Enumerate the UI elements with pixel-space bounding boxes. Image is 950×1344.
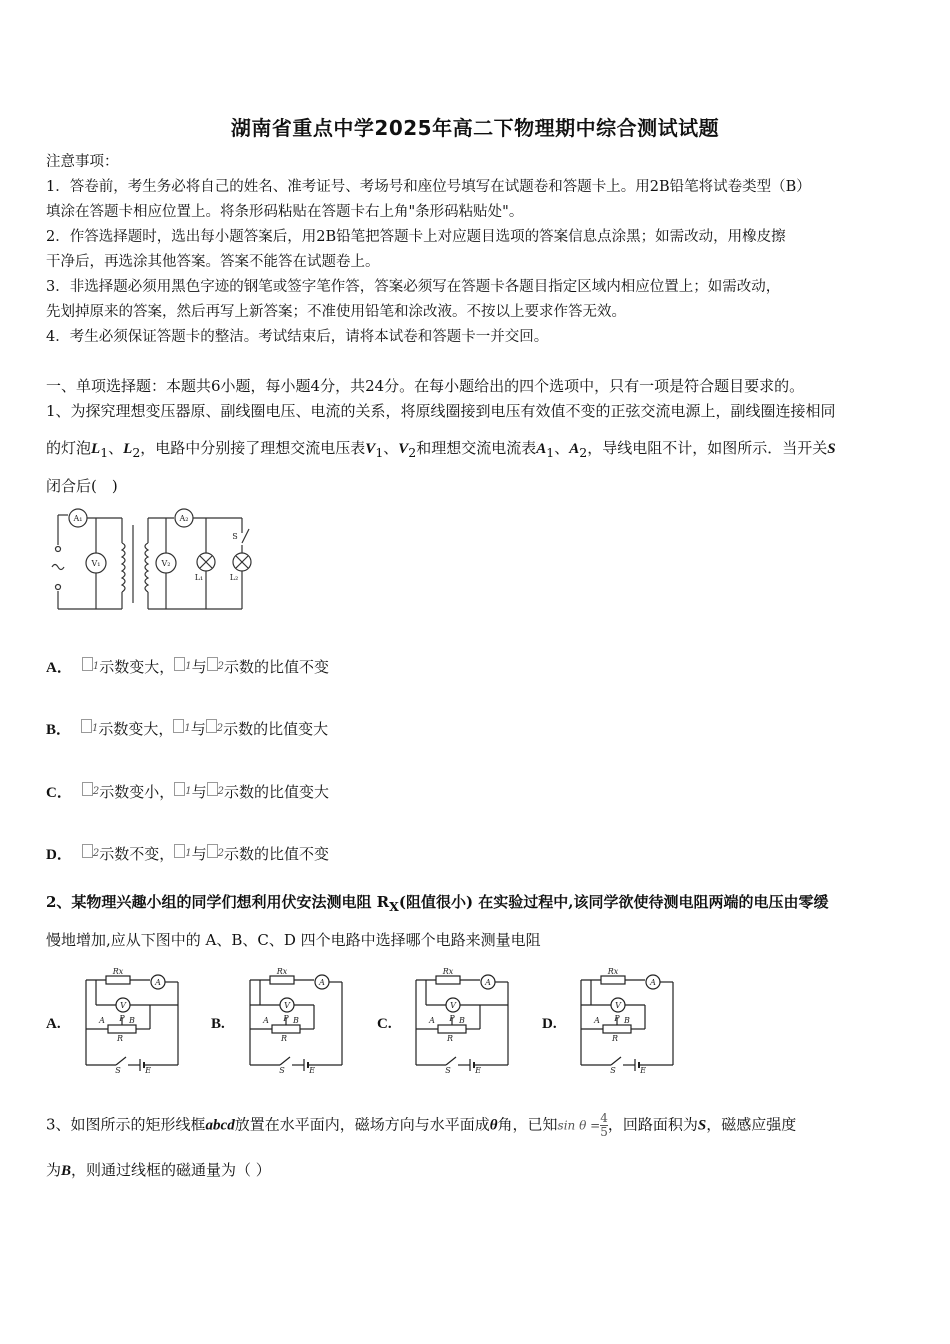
resistor-rx [436, 976, 460, 984]
q1-line-1: 1、为探究理想变压器原、副线圈电压、电流的关系，将原线圈接到电压有效值不变的正弦交流电源上，副线圈连接相同 [46, 402, 836, 420]
missing-glyph-icon [174, 844, 185, 858]
svg-text:V: V [120, 1001, 126, 1010]
svg-text:A: A [319, 978, 325, 987]
svg-text:P: P [119, 1014, 125, 1023]
svg-text:S: S [115, 1066, 121, 1073]
rheostat [108, 1025, 136, 1033]
svg-text:L₂: L₂ [229, 573, 239, 582]
svg-text:S: S [610, 1066, 616, 1073]
q1-line-2: 的灯泡$L_1$、$L_2$，电路中分别接了理想交流电压表$V_1$、$V_2$和理想交流电流表$A_1$、$A_2$，导线电阻不计，如图所示．当开关S [46, 439, 836, 460]
q2-line-2: 慢地增加,应从下图中的 A、B、C、D 四个电路中选择哪个电路来测量电阻 [46, 931, 541, 949]
q2-circuit-b [242, 967, 350, 1073]
q2-line-1: 2、某物理兴趣小组的同学们想利用伏安法测电阻 $R_X$(阻值很小) 在实验过程中,该同学欲使待测电阻两端的电压由零缓 [46, 893, 829, 914]
missing-glyph-icon [207, 657, 218, 671]
svg-text:A: A [594, 1016, 600, 1025]
svg-text:A₁: A₁ [73, 514, 83, 523]
q1-option-b[interactable]: B． $^1$示数变大， $^1$与 $^2$示数的比值变大 [46, 720, 329, 738]
switch [116, 1057, 126, 1065]
q2-option-a-label[interactable]: A. [46, 1016, 61, 1032]
q2-option-d-label[interactable]: D. [542, 1016, 557, 1032]
svg-text:S: S [232, 532, 238, 541]
svg-text:Rx: Rx [442, 967, 454, 976]
svg-text:V: V [450, 1001, 456, 1010]
notice-line-4: 干净后，再选涂其他答案。答案不能答在试题卷上。 [46, 254, 380, 270]
svg-text:V: V [615, 1001, 621, 1010]
svg-text:A: A [485, 978, 491, 987]
missing-glyph-icon [174, 782, 185, 796]
q1-option-d[interactable]: D． $^2$示数不变， $^1$与 $^2$示数的比值不变 [46, 845, 330, 863]
svg-text:E: E [640, 1066, 646, 1073]
q2-option-c-label[interactable]: C. [377, 1016, 392, 1032]
q2-circuit-a [78, 967, 186, 1073]
missing-glyph-icon [82, 844, 93, 858]
svg-text:R: R [280, 1034, 288, 1043]
svg-text:P: P [614, 1014, 620, 1023]
q3-line-1: 3、如图所示的矩形线框abcd放置在水平面内，磁场方向与水平面成θ角，已知sin θ = $\frac{4}{5}$ ，回路面积为S，磁感应强度 [46, 1111, 797, 1139]
svg-text:E: E [309, 1066, 315, 1073]
rheostat [603, 1025, 631, 1033]
svg-text:B: B [459, 1016, 465, 1025]
transformer-circuit-figure [46, 505, 261, 613]
svg-text:E: E [475, 1066, 481, 1073]
switch [446, 1057, 456, 1065]
svg-text:V: V [284, 1001, 290, 1010]
switch-s [242, 529, 249, 543]
svg-text:B: B [129, 1016, 135, 1025]
missing-glyph-icon [174, 657, 185, 671]
svg-text:R: R [446, 1034, 454, 1043]
q3-line-2: 为B，则通过线框的磁通量为（ ） [46, 1161, 271, 1179]
svg-text:S: S [445, 1066, 451, 1073]
page-title: 湖南省重点中学2025年高二下物理期中综合测试试题 [230, 116, 720, 140]
rheostat [438, 1025, 466, 1033]
svg-text:V₁: V₁ [91, 559, 101, 568]
resistor-rx [601, 976, 625, 984]
svg-text:A: A [263, 1016, 269, 1025]
notice-line-7: 4．考生必须保证答题卡的整洁。考试结束后，请将本试卷和答题卡一并交回。 [46, 329, 549, 345]
svg-text:E: E [145, 1066, 151, 1073]
svg-text:Rx: Rx [276, 967, 288, 976]
missing-glyph-icon [207, 782, 218, 796]
switch [611, 1057, 621, 1065]
missing-glyph-icon [206, 719, 217, 733]
q2-circuit-c [408, 967, 516, 1073]
svg-text:A: A [155, 978, 161, 987]
svg-text:A: A [429, 1016, 435, 1025]
fraction-4-5: $\frac{4}{5}$ [600, 1111, 608, 1139]
svg-text:P: P [449, 1014, 455, 1023]
svg-text:S: S [279, 1066, 285, 1073]
notice-line-3: 2．作答选择题时，选出每小题答案后，用2B铅笔把答题卡上对应题目选项的答案信息点涂黑；如需改动，用橡皮擦 [46, 229, 786, 245]
notice-heading: 注意事项： [46, 154, 119, 170]
svg-text:Rx: Rx [607, 967, 619, 976]
svg-text:A: A [650, 978, 656, 987]
resistor-rx [270, 976, 294, 984]
notice-line-1: 1．答卷前，考生务必将自己的姓名、准考证号、考场号和座位号填写在试题卷和答题卡上。用2B铅笔将试卷类型（B） [46, 179, 811, 195]
notice-line-2: 填涂在答题卡相应位置上。将条形码粘贴在答题卡右上角"条形码粘贴处"。 [46, 204, 524, 220]
svg-text:A₂: A₂ [179, 514, 189, 523]
svg-text:B: B [293, 1016, 299, 1025]
rheostat [272, 1025, 300, 1033]
svg-text:V₂: V₂ [161, 559, 171, 568]
missing-glyph-icon [207, 844, 218, 858]
missing-glyph-icon [173, 719, 184, 733]
svg-text:L₁: L₁ [194, 573, 204, 582]
q1-option-a[interactable]: A． $^1$示数变大， $^1$与 $^2$示数的比值不变 [46, 658, 330, 676]
switch [280, 1057, 290, 1065]
missing-glyph-icon [81, 719, 92, 733]
section-heading: 一、单项选择题：本题共6小题，每小题4分，共24分。在每小题给出的四个选项中，只有一项是符合题目要求的。 [46, 377, 805, 395]
sin-theta-formula: sin θ = [557, 1118, 601, 1133]
q2-option-b-label[interactable]: B. [211, 1016, 225, 1032]
svg-text:A: A [99, 1016, 105, 1025]
q1-option-c[interactable]: C． $^2$示数变小， $^1$与 $^2$示数的比值变大 [46, 783, 330, 801]
resistor-rx [106, 976, 130, 984]
q2-circuit-d [573, 967, 681, 1073]
svg-text:R: R [611, 1034, 619, 1043]
notice-line-6: 先划掉原来的答案，然后再写上新答案；不准使用铅笔和涂改液。不按以上要求作答无效。 [46, 304, 626, 320]
svg-text:R: R [116, 1034, 124, 1043]
missing-glyph-icon [82, 657, 93, 671]
missing-glyph-icon [82, 782, 93, 796]
svg-text:Rx: Rx [112, 967, 124, 976]
q1-line-3: 闭合后( ) [46, 477, 118, 495]
svg-text:P: P [283, 1014, 289, 1023]
notice-line-5: 3．非选择题必须用黑色字迹的钢笔或签字笔作答，答案必须写在答题卡各题目指定区域内相应位置上；如需改动， [46, 279, 781, 295]
svg-text:B: B [624, 1016, 630, 1025]
